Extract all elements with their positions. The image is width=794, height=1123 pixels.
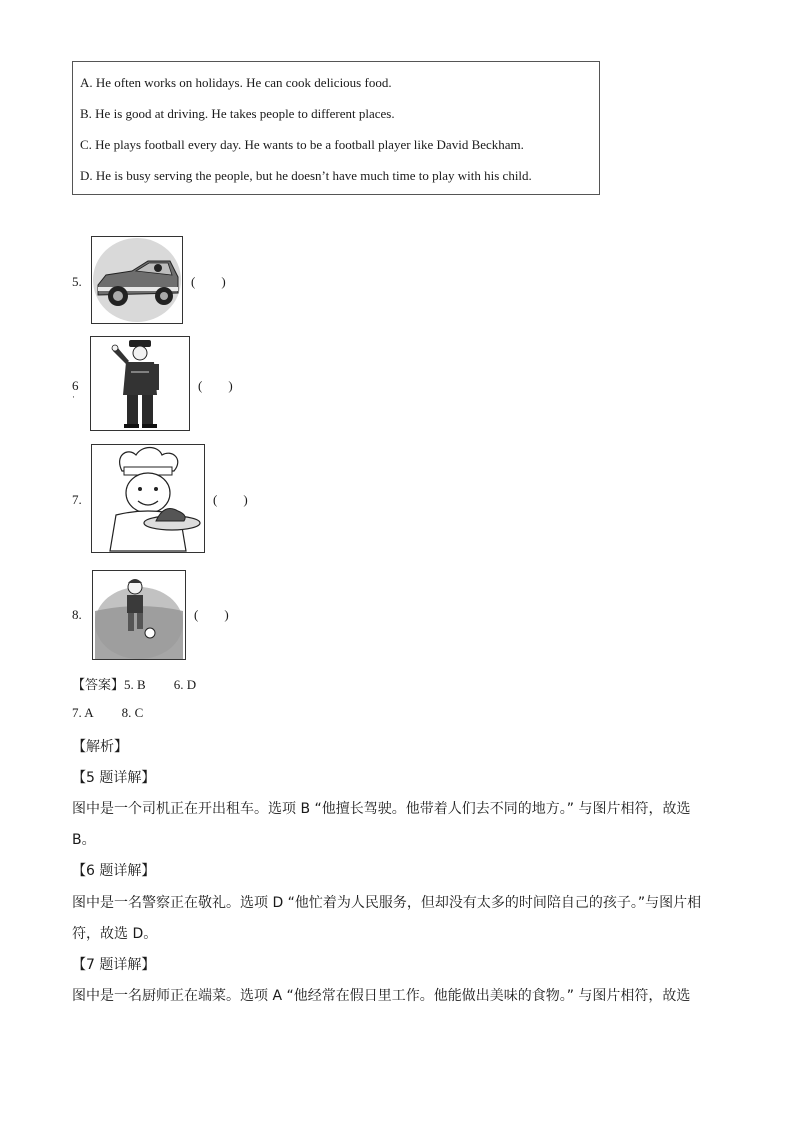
option-c: C. He plays football every day. He wants to be a football player like David Beckham. [80,137,524,152]
dot-mark: · [72,392,75,402]
taxi-driver-image [91,236,183,324]
question-number-7: 7. [72,492,82,507]
answer-paren-7: ( ) [213,492,248,507]
question-number-5: 5. [72,274,82,289]
q6-detail-line-1: 图中是一名警察正在敬礼。选项 D “他忙着为人民服务，但却没有太多的时间陪自己的孩子。”与图片相 [72,895,702,911]
answer-paren-6: ( ) [198,378,233,393]
option-a: A. He often works on holidays. He can cook delicious food. [80,75,392,90]
q5-detail-title: 【5 题详解】 [72,770,156,786]
option-d: D. He is busy serving the people, but he doesn’t have much time to play with his child. [80,168,532,183]
answer-paren-5: ( ) [191,274,226,289]
answer-7: 7. A [72,705,94,720]
q5-detail-line-2: B。 [72,832,96,848]
answer-tag: 【答案】 [72,678,125,693]
q6-detail-line-2: 符，故选 D。 [72,926,158,942]
analysis-tag: 【解析】 [72,739,128,755]
option-b: B. He is good at driving. He takes people to different places. [80,106,395,121]
football-player-image [92,570,186,660]
answer-line-1 [72,674,196,693]
chef-image [91,444,205,553]
q7-detail-title: 【7 题详解】 [72,957,156,973]
q7-detail-line-1: 图中是一名厨师正在端菜。选项 A “他经常在假日里工作。他能做出美味的食物。” 与图片相符，故选 [72,988,691,1004]
question-number-6: 6 [72,378,79,393]
answer-5: 5. B [124,677,146,692]
q5-detail-line-1: 图中是一个司机正在开出租车。选项 B “他擅长驾驶。他带着人们去不同的地方。” 与图片相符，故选 [72,801,691,817]
answer-line-2 [72,705,143,721]
answer-8: 8. C [121,705,144,720]
answer-6: 6. D [173,677,197,692]
answer-paren-8: ( ) [194,607,229,622]
options-box [72,61,600,195]
question-number-8: 8. [72,607,82,622]
police-officer-image [90,336,190,431]
q6-detail-title: 【6 题详解】 [72,863,156,879]
